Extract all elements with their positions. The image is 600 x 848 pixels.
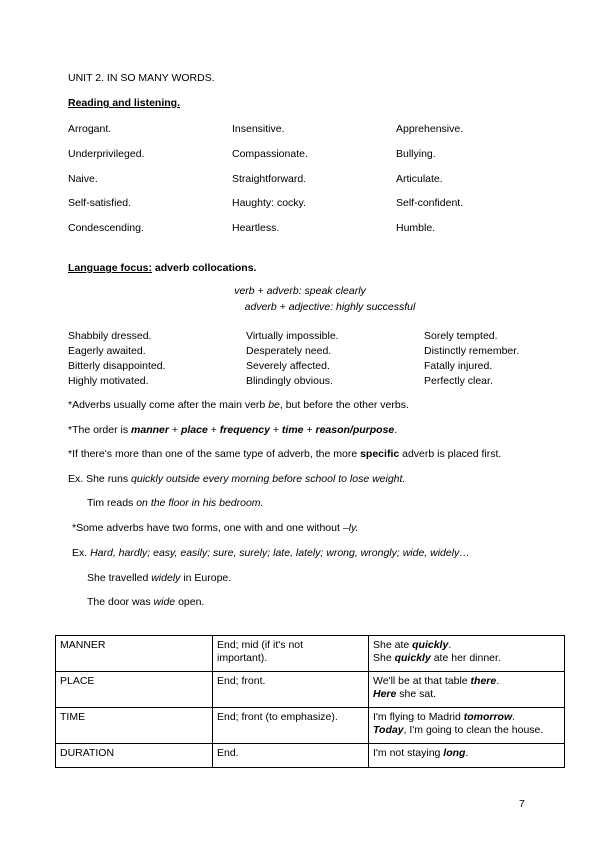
cell-text: , I'm going to clean the house. (403, 724, 544, 736)
collocation-item: Bitterly disappointed. (68, 360, 166, 372)
vocab-item: Bullying. (396, 148, 436, 160)
collocation-item: Sorely tempted. (424, 330, 498, 342)
formula-verb-adverb: verb + adverb: speak clearly (234, 285, 366, 297)
table-cell-example (369, 636, 565, 672)
collocation-item: Blindingly obvious. (246, 375, 333, 387)
note-emph: frequency (219, 424, 270, 436)
language-heading-underlined: Language focus: (68, 262, 153, 274)
note-emph: reason/purpose (315, 424, 395, 436)
table-cell-type: DURATION (56, 744, 213, 768)
example-text: She travelled (87, 572, 152, 584)
page-number: 7 (519, 798, 525, 810)
vocab-item: Self-confident. (396, 197, 464, 209)
cell-emph: long (443, 747, 466, 759)
vocab-item: Haughty: cocky. (232, 197, 306, 209)
table-cell-position (213, 636, 369, 672)
collocation-item: Desperately need. (246, 345, 332, 357)
cell-text: . (512, 711, 516, 723)
cell-emph: tomorrow (463, 711, 513, 723)
vocab-item: Straightforward. (232, 173, 307, 185)
cell-text: she sat. (396, 688, 437, 700)
note-adverb-position (68, 399, 409, 411)
table-cell-type: MANNER (56, 636, 213, 672)
note-emph: place (180, 424, 208, 436)
cell-emph: quickly (412, 639, 449, 651)
table-cell-type: PLACE (56, 672, 213, 708)
adverb-position-table (55, 635, 565, 768)
cell-text: . (496, 675, 500, 687)
cell-emph: quickly (394, 652, 431, 664)
note-emph: specific (360, 448, 400, 460)
unit-title: UNIT 2. IN SO MANY WORDS. (68, 72, 215, 84)
cell-emph: there (470, 675, 497, 687)
cell-text: ate her dinner. (430, 652, 501, 664)
language-heading-rest: adverb collocations. (152, 262, 257, 274)
note-adverb-order (68, 424, 397, 436)
collocation-item: Fatally injured. (424, 360, 493, 372)
note-specific-first (68, 448, 501, 460)
vocab-item: Compassionate. (232, 148, 308, 160)
note-two-forms (72, 522, 358, 534)
table-cell-example (369, 744, 565, 768)
table-row (56, 744, 565, 768)
note-text: , but before the other verbs. (279, 399, 409, 411)
formula-adverb-adjective: adverb + adjective: highly successful (244, 301, 416, 313)
cell-text: . (448, 639, 452, 651)
vocab-item: Insensitive. (232, 123, 285, 135)
vocab-item: Condescending. (68, 222, 144, 234)
language-heading (68, 262, 256, 274)
cell-text: End; mid (if it's not (217, 639, 304, 651)
note-emph: –ly. (342, 522, 359, 534)
cell-text: I'm flying to Madrid (373, 711, 464, 723)
example-emph: widely (151, 572, 181, 584)
example-text: Ex. She runs (68, 473, 132, 485)
cell-text: important). (217, 652, 268, 664)
table-cell-position: End. (213, 744, 369, 768)
example-runs (68, 473, 405, 485)
note-emph: manner (131, 424, 169, 436)
example-emph: on the floor in his bedroom. (136, 497, 264, 509)
vocab-item: Articulate. (396, 173, 443, 185)
table-cell-position: End; front (to emphasize). (213, 708, 369, 744)
note-text: . (394, 424, 398, 436)
example-reads (87, 497, 263, 509)
table-cell-example (369, 672, 565, 708)
note-text: *If there's more than one of the same type of adverb, the more (68, 448, 361, 460)
note-text: *Adverbs usually come after the main verb (68, 399, 269, 411)
note-text: *Some adverbs have two forms, one with and one without (72, 522, 343, 534)
collocation-item: Shabbily dressed. (68, 330, 152, 342)
note-text: + (168, 424, 181, 436)
vocab-item: Heartless. (232, 222, 280, 234)
vocab-item: Self-satisfied. (68, 197, 132, 209)
collocation-item: Severely affected. (246, 360, 330, 372)
example-text: The door was (87, 596, 154, 608)
cell-emph: Here (373, 688, 397, 700)
cell-text: . (465, 747, 469, 759)
table-row (56, 636, 565, 672)
example-text: open. (175, 596, 205, 608)
example-emph: wide (153, 596, 176, 608)
note-text: *The order is (68, 424, 132, 436)
vocab-item: Underprivileged. (68, 148, 145, 160)
example-text: in Europe. (180, 572, 232, 584)
vocab-item: Humble. (396, 222, 436, 234)
example-widely (87, 572, 231, 584)
note-text: adverb is placed first. (399, 448, 502, 460)
table-cell-type: TIME (56, 708, 213, 744)
collocation-item: Highly motivated. (68, 375, 149, 387)
example-emph: quickly outside every morning before school to lose weight. (131, 473, 406, 485)
vocab-item: Naive. (68, 173, 98, 185)
example-emph: Hard, hardly; easy, easily; sure, surely; late, lately; wrong, wrongly; wide, widely… (90, 547, 470, 559)
note-text: + (303, 424, 316, 436)
example-text: Tim reads (87, 497, 137, 509)
vocab-item: Apprehensive. (396, 123, 464, 135)
note-emph: be (268, 399, 280, 411)
table-cell-example (369, 708, 565, 744)
table-cell-position: End; front. (213, 672, 369, 708)
cell-text: She (373, 652, 395, 664)
cell-emph: Today (373, 724, 404, 736)
reading-heading: Reading and listening. (68, 97, 181, 109)
table-row (56, 672, 565, 708)
example-two-forms (72, 547, 470, 559)
collocation-item: Perfectly clear. (424, 375, 493, 387)
note-emph: time (281, 424, 304, 436)
example-wide (87, 596, 204, 608)
note-text: + (269, 424, 282, 436)
example-text: Ex. (72, 547, 91, 559)
note-text: + (207, 424, 220, 436)
vocab-item: Arrogant. (68, 123, 112, 135)
cell-text: We'll be at that table (373, 675, 471, 687)
table-row (56, 708, 565, 744)
cell-text: I'm not staying (373, 747, 444, 759)
collocation-item: Virtually impossible. (246, 330, 339, 342)
collocation-item: Eagerly awaited. (68, 345, 146, 357)
cell-text: She ate (373, 639, 413, 651)
collocation-item: Distinctly remember. (424, 345, 520, 357)
